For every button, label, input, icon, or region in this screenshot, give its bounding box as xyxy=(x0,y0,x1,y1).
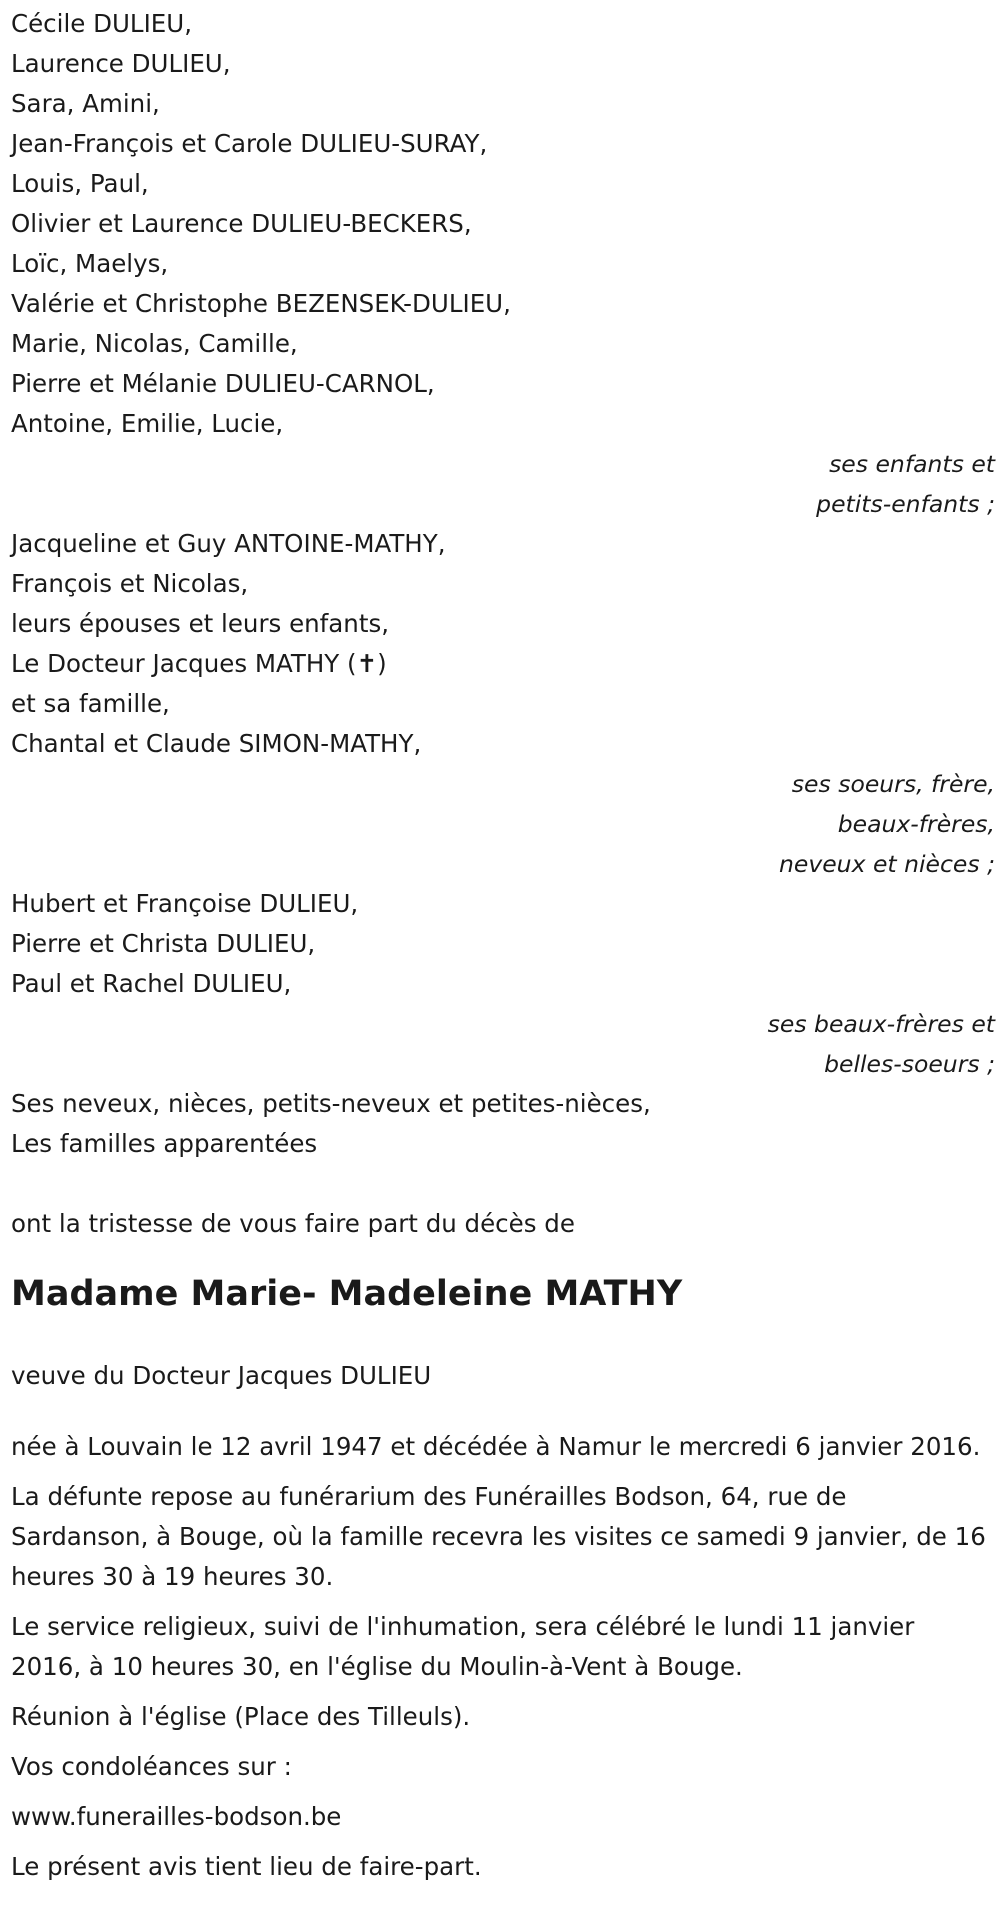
family-name-line: François et Nicolas, xyxy=(11,569,249,598)
spacer xyxy=(11,1396,996,1427)
extended-family-line: Ses neveux, nièces, petits-neveux et petites-nièces, xyxy=(11,1089,651,1118)
family-name-line: Louis, Paul, xyxy=(11,169,149,198)
spacer xyxy=(11,1164,996,1204)
family-group-siblings xyxy=(11,524,996,884)
family-name-line: Chantal et Claude SIMON-MATHY, xyxy=(11,729,422,758)
family-name-line: Hubert et Françoise DULIEU, xyxy=(11,889,359,918)
family-name-line: Pierre et Christa DULIEU, xyxy=(11,929,316,958)
relation-label: ses soeurs, frère, xyxy=(791,770,995,798)
condolences-paragraph: Vos condoléances sur : xyxy=(11,1752,292,1781)
family-name-line: Jean-François et Carole DULIEU-SURAY, xyxy=(11,129,488,158)
deceased-name: Madame Marie- Madeleine MATHY xyxy=(11,1274,683,1314)
family-name-line: Marie, Nicolas, Camille, xyxy=(11,329,298,358)
meeting-paragraph: Réunion à l'église (Place des Tilleuls). xyxy=(11,1702,471,1731)
family-name-line: Valérie et Christophe BEZENSEK-DULIEU, xyxy=(11,289,511,318)
family-list xyxy=(11,4,996,1887)
family-name-line: Antoine, Emilie, Lucie, xyxy=(11,409,284,438)
family-name-line: Cécile DULIEU, xyxy=(11,9,192,38)
family-name-line: Le Docteur Jacques MATHY (✝) xyxy=(11,649,387,678)
family-group-children xyxy=(11,4,996,524)
birth-death-paragraph: née à Louvain le 12 avril 1947 et décédée à Namur le mercredi 6 janvier 2016. xyxy=(11,1432,981,1461)
funerarium-paragraph: La défunte repose au funérarium des Funérailles Bodson, 64, rue de Sardanson, à Bouge, où la famille recevra les visites ce samedi 9 janvier, de 16 heures 30 à 19 heures 30. xyxy=(11,1482,986,1591)
family-name-line: Paul et Rachel DULIEU, xyxy=(11,969,292,998)
family-name-line: et sa famille, xyxy=(11,689,170,718)
family-name-line: Sara, Amini, xyxy=(11,89,160,118)
family-name-line: Pierre et Mélanie DULIEU-CARNOL, xyxy=(11,369,435,398)
family-name-line: Olivier et Laurence DULIEU-BECKERS, xyxy=(11,209,472,238)
relation-label: ses beaux-frères et xyxy=(767,1010,995,1038)
widow-of-text: veuve du Docteur Jacques DULIEU xyxy=(11,1361,432,1390)
relation-label: beaux-frères, xyxy=(837,810,995,838)
family-name-line: Laurence DULIEU, xyxy=(11,49,231,78)
family-name-line: Jacqueline et Guy ANTOINE-MATHY, xyxy=(11,529,446,558)
website-link[interactable]: www.funerailles-bodson.be xyxy=(11,1802,342,1831)
relation-label: neveux et nièces ; xyxy=(778,850,995,878)
closing-paragraph: Le présent avis tient lieu de faire-part. xyxy=(11,1852,482,1881)
service-paragraph: Le service religieux, suivi de l'inhumation, sera célébré le lundi 11 janvier 2016, à 10 heures 30, en l'église du Moulin-à-Vent à Bouge. xyxy=(11,1612,915,1681)
relation-label: ses enfants et xyxy=(829,450,995,478)
extended-family-line: Les familles apparentées xyxy=(11,1129,318,1158)
relation-label: belles-soeurs ; xyxy=(824,1050,995,1078)
family-name-line: Loïc, Maelys, xyxy=(11,249,169,278)
family-group-in-laws xyxy=(11,884,996,1084)
relation-label: petits-enfants ; xyxy=(816,490,995,518)
family-name-line: leurs épouses et leurs enfants, xyxy=(11,609,389,638)
announcement-text: ont la tristesse de vous faire part du décès de xyxy=(11,1209,575,1238)
